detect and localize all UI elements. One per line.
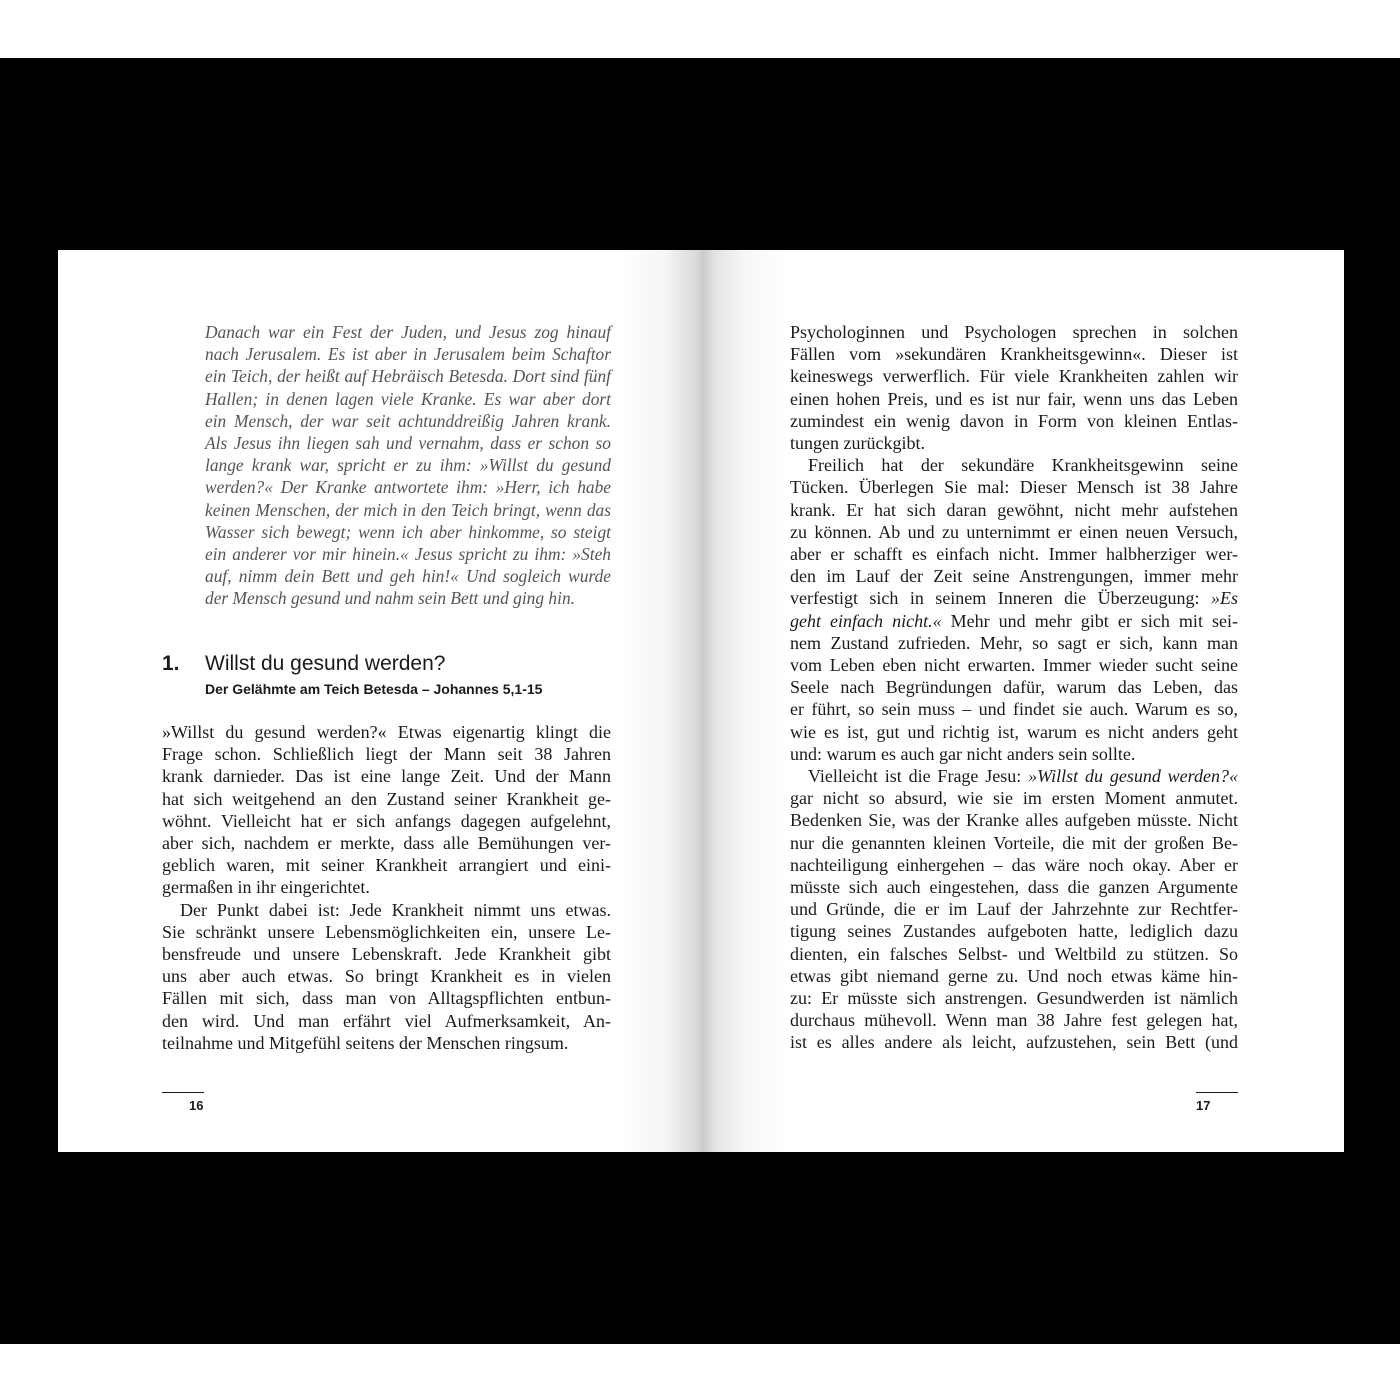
page-number-right: 17 bbox=[1196, 1098, 1211, 1113]
body-line: Frage schon. Schließlich liegt der Mann seit 38 Jahren bbox=[162, 744, 611, 765]
quote-line: auf, nimm dein Bett und geh hin!« Und sogleich wurde bbox=[205, 566, 611, 587]
book-gutter-shadow bbox=[618, 250, 788, 1152]
body-line: wöhnt. Vielleicht hat er sich anfangs dagegen aufgelehnt, bbox=[162, 810, 611, 831]
chapter-number: 1. bbox=[162, 652, 180, 675]
body-line: zumindest ein wenig davon in Form von kleinen Entlas- bbox=[790, 410, 1238, 431]
body-line: »Willst du gesund werden?« Etwas eigenartig klingt die bbox=[162, 722, 611, 742]
body-line: germaßen in ihr eingerichtet. bbox=[162, 877, 370, 898]
body-line: uns aber auch etwas. So bringt Krankheit es in vielen bbox=[162, 966, 611, 987]
book-spread bbox=[58, 250, 1344, 1152]
body-line: krank. Er hat sich daran gewöhnt, nicht mehr aufstehen bbox=[790, 499, 1238, 520]
page-number-rule-right bbox=[1196, 1092, 1238, 1093]
body-line: aber sich, nachdem er merkte, dass alle Bemühungen ver- bbox=[162, 833, 611, 853]
body-line: geblich waren, mit seiner Krankheit arrangiert und eini- bbox=[162, 855, 611, 876]
body-line: vom Leben eben nicht erwarten. Immer wieder sucht seine bbox=[790, 655, 1238, 675]
body-line: einen hohen Preis, und es ist nur fair, wenn uns das Leben bbox=[790, 388, 1238, 409]
emphasis: »Es bbox=[1211, 588, 1238, 609]
emphasis: »Willst du gesund werden?« bbox=[1028, 766, 1238, 786]
body-line: müsste sich auch eingestehen, dass die ganzen Argumente bbox=[790, 877, 1238, 897]
body-line: wie es ist, gut und richtig ist, warum es nicht anders geht bbox=[790, 721, 1238, 742]
quote-line: der Mensch gesund und nahm sein Bett und ging hin. bbox=[205, 588, 575, 609]
quote-line: lange krank war, spricht er zu ihm: »Willst du gesund bbox=[205, 455, 611, 476]
body-line: aber er schafft es einfach nicht. Immer halbherziger wer- bbox=[790, 544, 1238, 564]
quote-line: Als Jesus ihn liegen sah und vernahm, dass er schon so bbox=[205, 433, 611, 453]
body-line: etwas gibt niemand gerne zu. Und noch etwas käme hin- bbox=[790, 965, 1238, 986]
quote-line: Wasser sich bewegt; wenn ich aber hinkomme, so steigt bbox=[205, 521, 611, 542]
body-line: ist es alles andere als leicht, aufzustehen, sein Bett (und bbox=[790, 1032, 1238, 1053]
body-line: hat sich weitgehend an den Zustand seiner Krankheit ge- bbox=[162, 788, 611, 809]
body-line: er führt, so sein muss – und findet sie auch. Warum es so, bbox=[790, 699, 1238, 720]
body-line: den wird. Und man erfährt viel Aufmerksamkeit, An- bbox=[162, 1010, 611, 1031]
body-line: bensfreude und unsere Lebenskraft. Jede Krankheit gibt bbox=[162, 944, 611, 964]
chapter-title: Willst du gesund werden? bbox=[205, 652, 446, 675]
body-line: verfestigt sich in seinem Inneren die Überzeugung: »Es bbox=[790, 588, 1238, 609]
body-line: und Gründe, die er im Lauf der Jahrzehnte zur Rechtfer- bbox=[790, 899, 1238, 920]
page-number-left: 16 bbox=[189, 1098, 204, 1113]
body-line: gar nicht so absurd, wie sie im ersten Moment anmutet. bbox=[790, 788, 1238, 809]
body-line: den im Lauf der Zeit seine Anstrengungen, immer mehr bbox=[790, 566, 1238, 587]
body-line: Seele nach Begründungen dafür, warum das Leben, das bbox=[790, 677, 1238, 698]
body-line: Freilich hat der sekundäre Krankheitsgewinn seine bbox=[808, 455, 1238, 476]
page-number-rule-left bbox=[162, 1092, 204, 1093]
quote-line: keinen Menschen, der mich in den Teich bringt, wenn das bbox=[205, 499, 611, 520]
body-line: keineswegs verwerflich. Für viele Krankheiten zahlen wir bbox=[790, 366, 1238, 387]
body-line: Fällen mit sich, dass man von Alltagspflichten entbun- bbox=[162, 988, 611, 1009]
body-line: tigung seines Zustandes aufgeboten hatte, lediglich dazu bbox=[790, 921, 1238, 942]
chapter-subtitle: Der Gelähmte am Teich Betesda – Johannes 5,1-15 bbox=[205, 681, 543, 697]
body-line: krank darnieder. Das ist eine lange Zeit. Und der Mann bbox=[162, 766, 611, 787]
body-line: nur die genannten kleinen Vorteile, die mit der großen Be- bbox=[790, 832, 1238, 853]
quote-line: nach Jerusalem. Es ist aber in Jerusalem beim Schaftor bbox=[205, 344, 611, 365]
quote-line: ein Teich, der heißt auf Hebräisch Betesda. Dort sind fünf bbox=[205, 366, 611, 387]
body-line: und: warum es auch gar nicht anders sein sollte. bbox=[790, 743, 1136, 764]
body-line: durchaus mühevoll. Wenn man 38 Jahre fest gelegen hat, bbox=[790, 1010, 1238, 1031]
body-line: Sie schränkt unsere Lebensmöglichkeiten ein, unsere Le- bbox=[162, 921, 611, 942]
quote-line: Hallen; in denen lagen viele Kranke. Es war aber dort bbox=[205, 388, 611, 409]
body-line: Vielleicht ist die Frage Jesu: »Willst du gesund werden?« bbox=[808, 766, 1238, 786]
body-line: geht einfach nicht.« Mehr und mehr gibt er sich mit sei- bbox=[790, 610, 1238, 631]
body-line: Der Punkt dabei ist: Jede Krankheit nimmt uns etwas. bbox=[180, 899, 611, 920]
body-line: teilnahme und Mitgefühl seitens der Menschen ringsum. bbox=[162, 1032, 569, 1053]
quote-line: werden?« Der Kranke antwortete ihm: »Herr, ich habe bbox=[205, 477, 611, 498]
body-line: Psychologinnen und Psychologen sprechen in solchen bbox=[790, 322, 1238, 342]
body-line: nachteiligung einhergehen – das wäre noch okay. Aber er bbox=[790, 854, 1238, 875]
body-line: zu: Er müsste sich anstrengen. Gesundwerden ist nämlich bbox=[790, 988, 1238, 1008]
body-line: zu können. Ab und zu unternimmt er einen neuen Versuch, bbox=[790, 521, 1238, 542]
body-line: nem Zustand zufrieden. Mehr, so sagt er sich, kann man bbox=[790, 632, 1238, 653]
body-line: Fällen vom »sekundären Krankheitsgewinn«. Dieser ist bbox=[790, 344, 1238, 365]
body-line: tungen zurückgibt. bbox=[790, 433, 925, 453]
quote-line: ein anderer vor mir hinein.« Jesus spricht zu ihm: »Steh bbox=[205, 544, 611, 564]
emphasis: geht einfach nicht.« bbox=[790, 610, 942, 631]
body-line: Tücken. Überlegen Sie mal: Dieser Mensch ist 38 Jahre bbox=[790, 477, 1238, 498]
body-line: Bedenken Sie, was der Kranke alles aufgeben müsste. Nicht bbox=[790, 810, 1238, 831]
body-line: dienten, ein falsches Selbst- und Weltbild zu stützen. So bbox=[790, 943, 1238, 964]
quote-line: Danach war ein Fest der Juden, und Jesus zog hinauf bbox=[205, 322, 611, 342]
quote-line: ein Mensch, der war seit achtunddreißig Jahren krank. bbox=[205, 410, 611, 431]
